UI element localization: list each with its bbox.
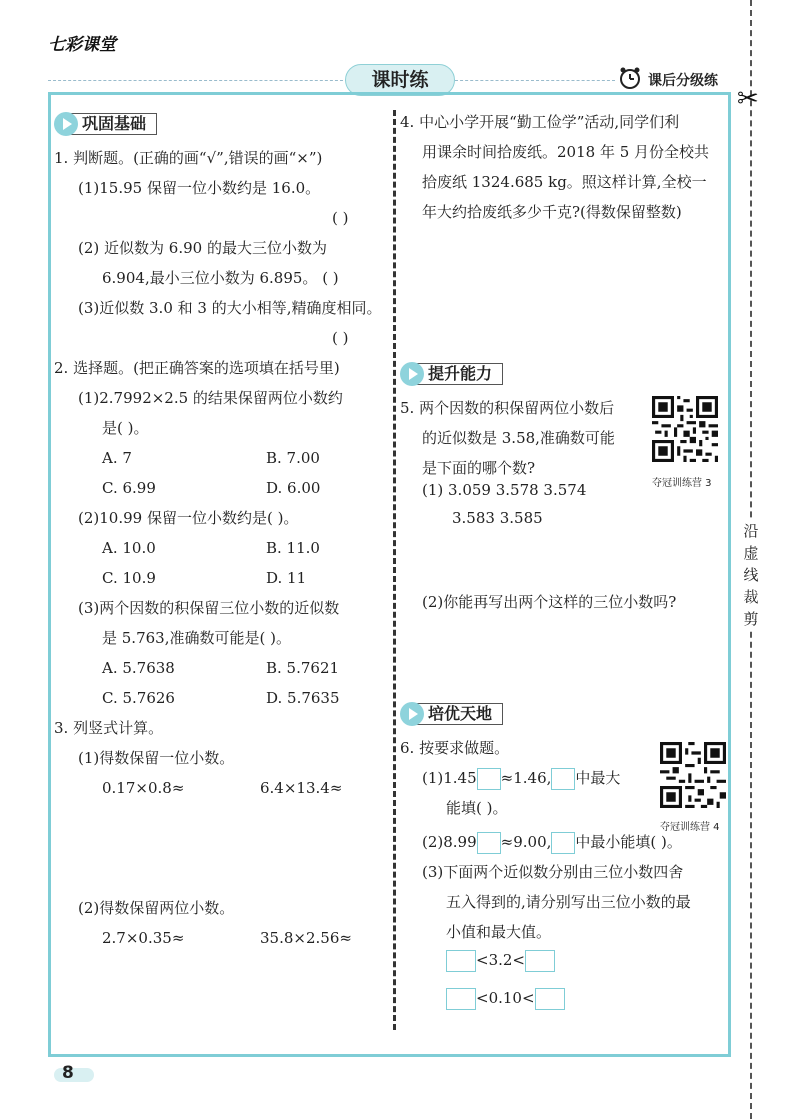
qr-caption: 夺冠训练营 4 <box>660 822 720 833</box>
q5-options-row2: 3.583 3.585 <box>452 509 543 527</box>
q3-title: 3. 列竖式计算。 <box>54 719 164 737</box>
q5-line: 是下面的哪个数? <box>422 459 536 477</box>
option: C. 5.7626 <box>102 689 175 707</box>
option: C. 6.99 <box>102 479 156 497</box>
q4-line: 年大约拾废纸多少千克?(得数保留整数) <box>422 203 682 221</box>
fill-box[interactable] <box>525 950 555 972</box>
fill-box[interactable] <box>535 988 565 1010</box>
q3-2: (2)得数保留两位小数。 <box>78 899 235 917</box>
q2-1a: (1)2.7992×2.5 的结果保留两位小数约 <box>78 389 343 407</box>
q1-3-paren: ( ) <box>332 329 349 347</box>
fill-box[interactable] <box>477 832 501 854</box>
qr-code-icon <box>652 396 718 462</box>
play-icon <box>400 362 424 386</box>
level-label: 课后分级练 <box>648 73 718 89</box>
clock-icon <box>618 66 642 90</box>
qr-code-icon <box>660 742 726 808</box>
expression: 6.4×13.4≈ <box>260 779 343 797</box>
q6-3-line: (3)下面两个近似数分别由三位小数四舍 <box>422 863 684 881</box>
header-divider-left <box>48 80 348 81</box>
q6-3-row1: <3.2< <box>446 950 555 972</box>
q1-1-paren: ( ) <box>332 209 349 227</box>
q2-title: 2. 选择题。(把正确答案的选项填在括号里) <box>54 359 340 377</box>
q6-2: (2)8.99 ≈9.00, 中最小能填( )。 <box>422 832 682 854</box>
option: B. 5.7621 <box>266 659 340 677</box>
q1-2a: (2) 近似数为 6.90 的最大三位小数为 <box>78 239 327 257</box>
option: D. 5.7635 <box>266 689 340 707</box>
q1-2b: 6.904,最小三位小数为 6.895。 ( ) <box>102 269 339 287</box>
page-title: 课时练 <box>345 64 455 96</box>
scissors-icon: ✂ <box>737 84 759 114</box>
fill-box[interactable] <box>477 768 501 790</box>
fill-box[interactable] <box>446 950 476 972</box>
q6-3-row2: <0.10< <box>446 988 565 1010</box>
q6-1a: (1)1.45 ≈1.46, 中最大 <box>422 768 620 790</box>
header-divider-right <box>455 80 615 81</box>
q2-1b: 是( )。 <box>102 419 149 437</box>
section-improve-label: 提升能力 <box>414 363 503 385</box>
cut-label: 沿 虚 线 裁 剪 <box>739 520 763 630</box>
page-number-bg <box>54 1068 94 1082</box>
expression: 0.17×0.8≈ <box>102 779 185 797</box>
option: A. 5.7638 <box>102 659 175 677</box>
q1-1: (1)15.95 保留一位小数约是 16.0。 <box>78 179 321 197</box>
option: D. 11 <box>266 569 307 587</box>
option: C. 10.9 <box>102 569 156 587</box>
q2-3a: (3)两个因数的积保留三位小数的近似数 <box>78 599 340 617</box>
option: B. 11.0 <box>266 539 320 557</box>
expression: 35.8×2.56≈ <box>260 929 352 947</box>
fill-box[interactable] <box>551 832 575 854</box>
q2-3b: 是 5.763,准确数可能是( )。 <box>102 629 291 647</box>
q5-line: 的近似数是 3.58,准确数可能 <box>422 429 615 447</box>
q2-2: (2)10.99 保留一位小数约是( )。 <box>78 509 299 527</box>
option: A. 7 <box>102 449 132 467</box>
option: B. 7.00 <box>266 449 320 467</box>
option: D. 6.00 <box>266 479 321 497</box>
option: A. 10.0 <box>102 539 156 557</box>
q6-title: 6. 按要求做题。 <box>400 739 510 757</box>
section-excellence-label: 培优天地 <box>414 703 503 725</box>
q6-1b: 能填( )。 <box>446 799 508 817</box>
column-divider <box>393 110 396 1030</box>
play-icon <box>400 702 424 726</box>
q4-line: 用课余时间拾废纸。2018 年 5 月份全校共 <box>422 143 710 161</box>
fill-box[interactable] <box>551 768 575 790</box>
q1-3: (3)近似数 3.0 和 3 的大小相等,精确度相同。 <box>78 299 382 317</box>
q3-1: (1)得数保留一位小数。 <box>78 749 235 767</box>
q1-title: 1. 判断题。(正确的画“√”,错误的画“×”) <box>54 149 323 167</box>
q5-2: (2)你能再写出两个这样的三位小数吗? <box>422 593 677 611</box>
q4-line: 4. 中心小学开展“勤工俭学”活动,同学们利 <box>400 113 680 131</box>
qr-caption: 夺冠训练营 3 <box>652 478 712 489</box>
fill-box[interactable] <box>446 988 476 1010</box>
q5-line: 5. 两个因数的积保留两位小数后 <box>400 399 615 417</box>
page-number: 8 <box>62 1063 74 1083</box>
q6-3-line: 小值和最大值。 <box>446 923 552 941</box>
section-basic-label: 巩固基础 <box>68 113 157 135</box>
play-icon <box>54 112 78 136</box>
brand-logo: 七彩课堂 <box>48 35 116 55</box>
q5-options-row1: (1) 3.059 3.578 3.574 <box>422 481 587 499</box>
q4-line: 拾废纸 1324.685 kg。照这样计算,全校一 <box>422 173 707 191</box>
expression: 2.7×0.35≈ <box>102 929 185 947</box>
q6-3-line: 五入得到的,请分别写出三位小数的最 <box>446 893 691 911</box>
